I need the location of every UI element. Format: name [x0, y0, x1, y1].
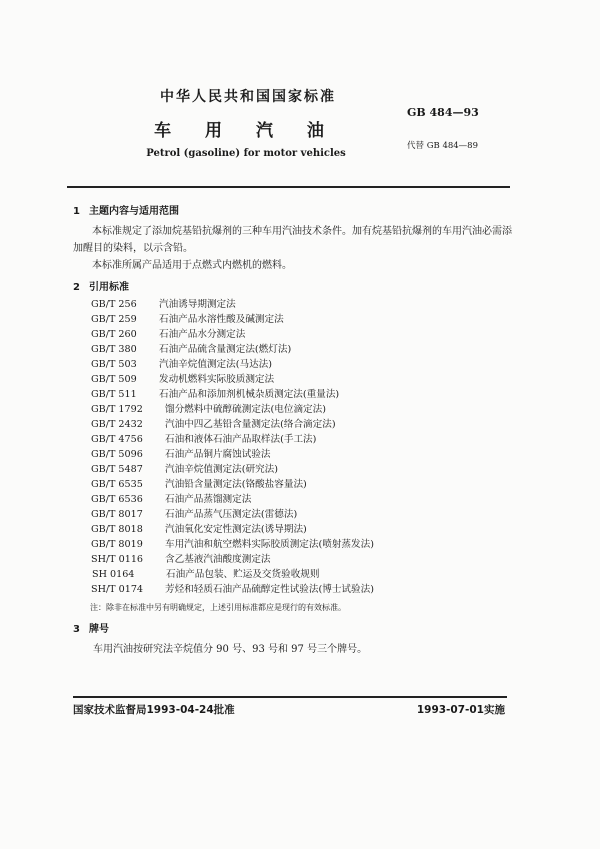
reference-item	[91, 299, 236, 311]
reference-title: 石油产品水分测定法	[159, 329, 246, 340]
reference-title: 石油产品硫含量测定法(燃灯法)	[159, 344, 292, 355]
reference-title: 汽油氧化安定性测定法(诱导期法)	[165, 524, 307, 535]
reference-code: GB/T 5096	[91, 449, 143, 460]
reference-title: 石油产品铜片腐蚀试验法	[165, 449, 271, 460]
reference-title: 汽油辛烷值测定法(马达法)	[159, 359, 273, 370]
reference-code: GB/T 8019	[91, 539, 143, 550]
reference-item	[91, 554, 271, 566]
reference-code: GB/T 1792	[91, 404, 143, 415]
reference-code: GB/T 8018	[91, 524, 143, 535]
reference-item	[91, 449, 271, 461]
header-divider	[67, 186, 510, 188]
footer-divider	[73, 696, 507, 698]
reference-code: GB/T 2432	[91, 419, 143, 430]
reference-item	[91, 434, 316, 446]
standard-code: GB 484—93	[407, 106, 479, 119]
reference-title: 汽油诱导期测定法	[159, 299, 236, 310]
reference-code: GB/T 6536	[91, 494, 143, 505]
reference-item	[91, 479, 307, 491]
reference-title: 石油产品和添加剂机械杂质测定法(重量法)	[159, 389, 340, 400]
reference-note: 注：除非在标准中另有明确规定，上述引用标准都应是现行的有效标准。	[90, 603, 346, 612]
approval-date: 国家技术监督局1993-04-24批准	[73, 704, 235, 716]
section-heading: 2 引用标准	[73, 282, 129, 293]
reference-item	[91, 524, 307, 536]
section-heading: 3 牌号	[73, 624, 109, 635]
reference-code: GB/T 5487	[91, 464, 143, 475]
reference-code: SH 0164	[92, 569, 135, 580]
paragraph: 本标准所属产品适用于点燃式内燃机的燃料。	[92, 260, 292, 271]
reference-title: 石油产品蒸馏测定法	[165, 494, 252, 505]
reference-title: 芳烃和轻质石油产品硫醇定性试验法(博士试验法)	[165, 584, 374, 595]
replaces-standard: 代替 GB 484—89	[407, 141, 478, 151]
reference-title: 石油产品水溶性酸及碱测定法	[159, 314, 284, 325]
reference-code: GB/T 503	[91, 359, 137, 370]
reference-title: 汽油中四乙基铅含量测定法(络合滴定法)	[165, 419, 336, 430]
reference-title: 石油产品蒸气压测定法(雷德法)	[165, 509, 298, 520]
paragraph: 车用汽油按研究法辛烷值分 90 号、93 号和 97 号三个牌号。	[93, 644, 368, 655]
reference-title: 汽油辛烷值测定法(研究法)	[165, 464, 279, 475]
reference-code: SH/T 0174	[91, 584, 144, 595]
reference-title: 石油产品包装、贮运及交货验收规则	[166, 569, 320, 580]
reference-title: 车用汽油和航空燃料实际胶质测定法(喷射蒸发法)	[165, 539, 374, 550]
reference-item	[91, 539, 374, 551]
reference-code: GB/T 380	[91, 344, 137, 355]
reference-title: 发动机燃料实际胶质测定法	[159, 374, 275, 385]
effective-date: 1993-07-01实施	[416, 704, 505, 716]
reference-code: GB/T 6535	[91, 479, 143, 490]
reference-code: GB/T 509	[91, 374, 137, 385]
reference-item	[91, 359, 272, 371]
reference-item	[91, 374, 274, 386]
reference-code: GB/T 256	[91, 299, 137, 310]
reference-item	[91, 494, 251, 506]
reference-item	[91, 464, 278, 476]
reference-item	[91, 344, 291, 356]
reference-item	[91, 404, 326, 416]
reference-code: GB/T 4756	[91, 434, 143, 445]
reference-code: GB/T 8017	[91, 509, 143, 520]
document-title: 车 用 汽 油	[154, 121, 338, 141]
english-title: Petrol (gasoline) for motor vehicles	[146, 148, 346, 159]
reference-item	[91, 389, 339, 401]
reference-code: GB/T 259	[91, 314, 137, 325]
paragraph: 加醒目的染料，以示含铅。	[73, 243, 193, 254]
reference-title: 馏分燃料中硫醇硫测定法(电位滴定法)	[165, 404, 326, 415]
reference-item	[91, 314, 284, 326]
reference-code: GB/T 260	[91, 329, 137, 340]
reference-title: 汽油铅含量测定法(铬酸盐容量法)	[165, 479, 307, 490]
reference-item	[91, 419, 336, 431]
reference-code: GB/T 511	[91, 389, 137, 400]
reference-item	[91, 509, 297, 521]
reference-item	[92, 569, 320, 581]
issuer-title: 中华人民共和国国家标准	[160, 89, 336, 105]
reference-item	[91, 584, 374, 596]
paragraph: 本标准规定了添加烷基铅抗爆剂的三种车用汽油技术条件。加有烷基铅抗爆剂的车用汽油必需添	[92, 226, 512, 237]
section-heading: 1 主题内容与适用范围	[73, 206, 179, 217]
reference-code: SH/T 0116	[91, 554, 144, 565]
reference-item	[91, 329, 245, 341]
reference-title: 石油和液体石油产品取样法(手工法)	[165, 434, 317, 445]
reference-title: 含乙基液汽油酸度测定法	[165, 554, 271, 565]
